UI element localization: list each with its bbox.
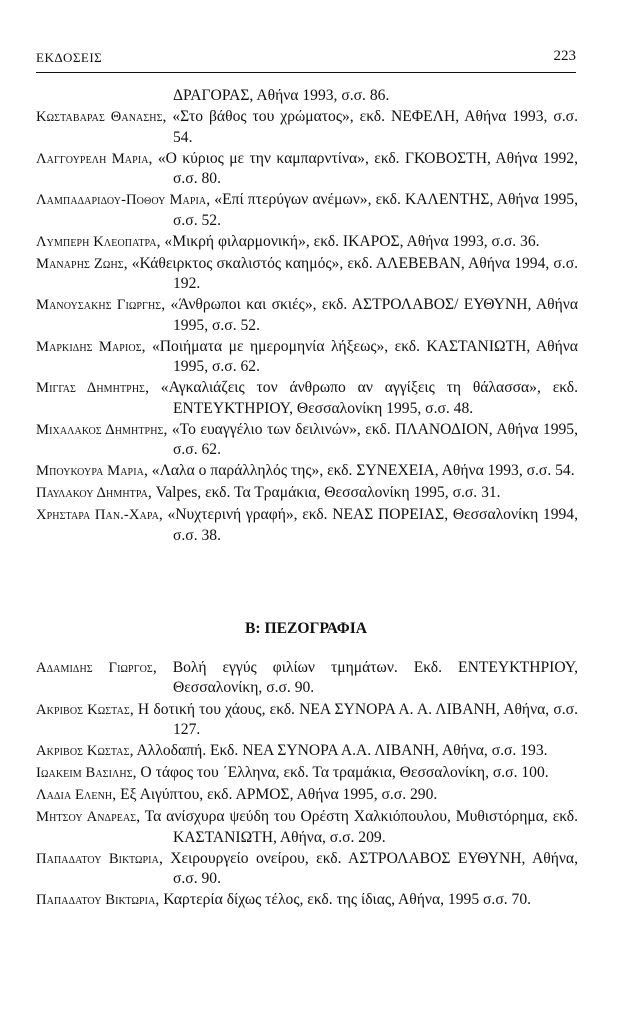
entry-details: , «Κάθειρκτος σκαλιστός καημός», εκδ. ΑΛΕΒΕΒΑΝ, Αθήνα 1994, σ.σ. 192. — [123, 254, 579, 293]
bibliography-entry — [36, 232, 578, 252]
entry-author: Μιχαλακοσ Δημητρησ — [36, 421, 164, 438]
entry-details: , «Αγκαλιάζεις τον άνθρωπο αν αγγίξεις τη θάλασσα», εκδ. ΕΝΤΕΥΚΤΗΡΙΟΥ, Θεσσαλονίκη 1995, σ.σ. 48. — [145, 379, 579, 417]
entry-author: Μανουσακησ Γιωργησ — [36, 297, 162, 314]
entry-author: Λαδια Ελενη — [36, 787, 113, 804]
bibliography-entry — [36, 461, 578, 481]
bibliography-entry — [36, 86, 578, 105]
entry-author: Ιωακειμ Βασιλησ — [36, 765, 133, 782]
entry-details: , «Άνθρωποι και σκιές», εκδ. ΑΣΤΡΟΛΑΒΟΣ/ ΕΥΘΥΝΗ, Αθήνα 1995, σ.σ. 52. — [161, 296, 578, 334]
entry-author: Παπαδατου Βικτωρια — [36, 850, 159, 867]
entry-author: Μητσου Ανδρεασ — [36, 809, 137, 826]
entry-details: , Η δοτική του χάους, εκδ. ΝΕΑ ΣΥΝΟΡΑ Α. Α. ΛΙΒΑΝΗ, Αθήνα, σ.σ. 127. — [129, 700, 578, 738]
entry-details: , «Λαλα ο παράλληλός της», εκδ. ΣΥΝΕΧΕΙΑ, Αθήνα 1993, σ.σ. 54. — [143, 462, 575, 480]
entry-author: Αδαμιδησ Γιωργοσ — [36, 660, 153, 676]
entry-author: Χρησταρα Παν.-Χαρα — [36, 507, 159, 524]
bibliography-entry — [36, 190, 578, 230]
entry-details: , «Μικρή φιλαρμονική», εκδ. ΙΚΑΡΟΣ, Αθήνα 1993, σ.σ. 36. — [156, 232, 540, 250]
entry-author: Μαρκιδησ Μαριοσ — [36, 338, 142, 355]
bibliography-entry — [36, 700, 578, 740]
header-section-name: ΕΚΔΟΣΕΙΣ — [36, 50, 103, 65]
entry-details: , Αλλοδαπή. Εκδ. ΝΕΑ ΣΥΝΟΡΑ Α.Α. ΛΙΒΑΝΗ, Αθήνα, σ.σ. 193. — [129, 742, 548, 759]
entry-details: , «Επί πτερύγων ανέμων», εκδ. ΚΑΛΕΝΤΗΣ, Αθήνα 1995, σ.σ. 52. — [173, 191, 578, 229]
running-header — [36, 48, 576, 73]
poetry-list — [36, 86, 578, 547]
entry-author: Μιγγασ Δημητρησ — [36, 380, 146, 397]
entry-author: Λαμπαδαριδου-Ποθου Μαρια — [36, 192, 207, 209]
entry-author: Λαγγουρελη Μαρια — [36, 150, 149, 167]
entry-details: , Valpes, εκδ. Τα Τραμάκια, Θεσσαλονίκη 1995, σ.σ. 31. — [147, 484, 501, 502]
entry-details: , «Νυχτερινή γραφή», εκδ. ΝΕΑΣ ΠΟΡΕΙΑΣ, Θεσσαλονίκη 1994, σ.σ. 38. — [158, 506, 579, 544]
entry-author: Ακριβοσ Κωστασ — [36, 743, 130, 759]
bibliography-entry — [36, 505, 578, 545]
bibliography-entry — [36, 483, 578, 503]
entry-details: , «Ποιήματα με ημερομηνία λήξεως», εκδ. ΚΑΣΤΑΝΙΩΤΗ, Αθήνα 1995, σ.σ. 62. — [141, 337, 578, 376]
bibliography-entry — [36, 658, 578, 698]
entry-author: Λυμπερη Κλεοπατρα — [36, 233, 157, 250]
prose-list — [36, 658, 578, 912]
entry-author: Μαναρησ Ζωησ — [36, 255, 124, 272]
bibliography-entry — [36, 890, 578, 910]
bibliography-entry — [36, 295, 578, 335]
bibliography-entry — [36, 254, 578, 294]
bibliography-entry — [36, 378, 578, 418]
bibliography-entry — [36, 149, 578, 189]
entry-details: , «Το ευαγγέλιο των δειλινών», εκδ. ΠΛΑΝΟΔΙΟΝ, Αθήνα 1995, σ.σ. 62. — [163, 420, 578, 459]
bibliography-entry — [36, 337, 578, 377]
bibliography-entry — [36, 741, 578, 761]
entry-details: , Χειρουργείο ονείρου, εκδ. ΑΣΤΡΟΛΑΒΟΣ ΕΥΘΥΝΗ, Αθήνα, σ.σ. 90. — [158, 849, 578, 888]
entry-details: , Τα ανίσχυρα ψεύδη του Ορέστη Χαλκιόπουλου, Μυθιστόρημα, εκδ. ΚΑΣΤΑΝΙΩΤΗ, Αθήνα, σ.σ. 209. — [136, 808, 579, 846]
page-number: 223 — [553, 48, 576, 64]
bibliography-entry — [36, 807, 578, 847]
bibliography-entry — [36, 849, 578, 889]
entry-author: Παυλακου Δημητρα — [36, 485, 148, 502]
bibliography-entry — [36, 785, 578, 805]
bibliography-entry — [36, 420, 578, 460]
entry-author: Ακριβοσ Κωστασ — [36, 701, 130, 718]
bibliography-entry — [36, 763, 578, 783]
entry-details: , «Ο κύριος με την καμπαρντίνα», εκδ. ΓΚΟΒΟΣΤΗ, Αθήνα 1992, σ.σ. 80. — [148, 149, 578, 187]
entry-details: , Βολή εγγύς φιλίων τμημάτων. Εκδ. ΕΝΤΕΥΚΤΗΡΙΟΥ, Θεσσαλονίκη, σ.σ. 90. — [152, 659, 579, 697]
entry-details: , «Στο βάθος του χρώματος», εκδ. ΝΕΦΕΛΗ, Αθήνα 1993, σ.σ. 54. — [162, 108, 578, 146]
entry-author: Παπαδατου Βικτωρια — [36, 892, 156, 909]
entry-details: , Εξ Αιγύπτου, εκδ. ΑΡΜΟΣ, Αθήνα 1995, σ.σ. 290. — [112, 786, 438, 804]
bibliography-entry — [36, 107, 578, 147]
entry-details: , Καρτερία δίχως τέλος, εκδ. της ίδιας, Αθήνα, 1995 σ.σ. 70. — [155, 891, 532, 909]
entry-details: ΔΡΑΓΟΡΑΣ, Αθήνα 1993, σ.σ. 86. — [173, 87, 390, 104]
entry-author: Κωσταβαρασ Θανασησ — [36, 109, 163, 126]
prose-section-title: Β: ΠΕΖΟΓΡΑΦΙΑ — [244, 620, 368, 637]
entry-details: , Ο τάφος του ΄Ελληνα, εκδ. Τα τραμάκια, Θεσσαλονίκη, σ.σ. 100. — [132, 764, 549, 782]
entry-author: Μπουκουρα Μαρια — [36, 463, 144, 480]
